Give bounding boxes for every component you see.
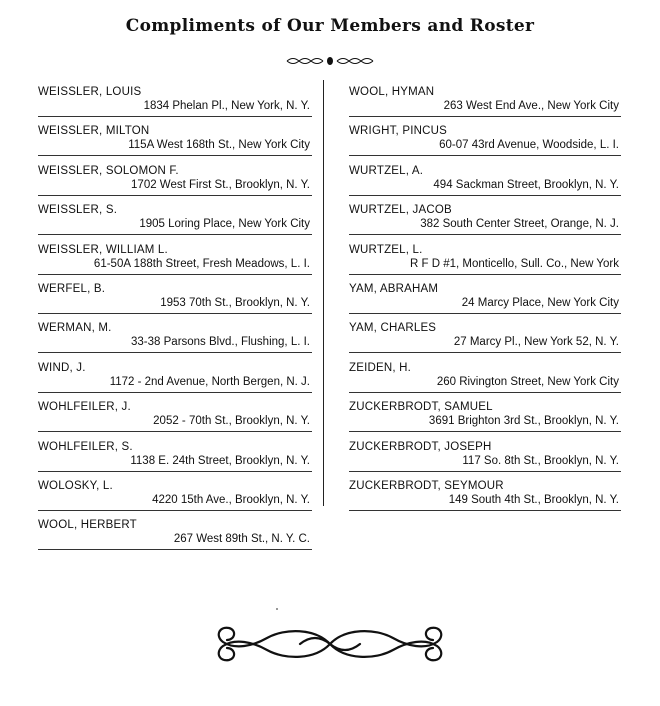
roster-entry [38,441,312,480]
member-address: 3691 Brighton 3rd St., Brooklyn, N. Y. [428,415,619,428]
member-name: ZUCKERBRODT, SAMUEL [349,401,493,414]
member-address: 1138 E. 24th Street, Brooklyn, N. Y. [130,454,310,467]
member-name: WIND, J. [38,361,86,374]
roster-entry [38,165,312,204]
roster-entry [38,519,312,558]
member-address: R F D #1, Monticello, Sull. Co., New York [410,257,619,270]
entry-rule [349,471,621,472]
entry-rule [38,431,312,432]
roster-entry [349,441,621,480]
entry-rule [349,510,621,511]
member-address: 494 Sackman Street, Brooklyn, N. Y. [433,178,619,191]
entry-rule [349,431,621,432]
member-name: WOOL, HYMAN [349,86,435,98]
member-address: 263 West End Ave., New York City [443,100,619,112]
member-address: 1905 Loring Place, New York City [139,218,310,231]
roster-entry [349,362,621,401]
member-address: 4220 15th Ave., Brooklyn, N. Y. [152,493,310,506]
bottom-scroll-ornament-icon [205,620,455,668]
entry-rule [349,392,621,393]
member-name: WEISSLER, S. [38,204,118,217]
roster-entry [349,125,621,164]
member-address: 1172 - 2nd Avenue, North Bergen, N. J. [109,375,310,388]
roster-entry [38,283,312,322]
roster-entry [38,362,312,401]
entry-rule [38,549,312,550]
top-ornament-icon [285,54,375,68]
member-address: 1702 West First St., Brooklyn, N. Y. [131,178,310,191]
member-address: 382 South Center Street, Orange, N. J. [420,218,619,231]
roster-entry [349,480,621,519]
roster-entry [349,283,621,322]
speck [276,608,278,610]
roster-entry [38,125,312,164]
member-name: WEISSLER, MILTON [38,125,150,138]
entry-rule [38,392,312,393]
entry-rule [38,195,312,196]
member-address: 1834 Phelan Pl., New York, N. Y. [143,100,310,112]
member-name: WOLOSKY, L. [38,479,113,492]
member-name: WURTZEL, JACOB [349,204,452,217]
member-address: 260 Rivington Street, New York City [436,375,619,388]
member-name: ZEIDEN, H. [349,361,412,374]
member-name: WOHLFEILER, J. [38,401,131,414]
member-address: 2052 - 70th St., Brooklyn, N. Y. [153,415,310,428]
entry-rule [349,313,621,314]
entry-rule [38,116,312,117]
column-divider [323,80,324,506]
entry-rule [349,116,621,117]
entry-rule [349,352,621,353]
entry-rule [38,510,312,511]
member-name: ZUCKERBRODT, SEYMOUR [349,479,504,492]
member-name: YAM, CHARLES [349,322,437,335]
roster-left-column [38,86,312,559]
roster-entry [349,204,621,243]
roster-entry [38,86,312,125]
entry-rule [38,155,312,156]
entry-rule [38,313,312,314]
roster-entry [38,480,312,519]
member-address: 117 So. 8th St., Brooklyn, N. Y. [462,454,619,467]
member-address: 267 West 89th St., N. Y. C. [173,533,310,546]
entry-rule [349,234,621,235]
member-address: 27 Marcy Pl., New York 52, N. Y. [453,336,619,349]
member-address: 24 Marcy Place, New York City [461,296,619,309]
member-address: 61-50A 188th Street, Fresh Meadows, L. I. [93,257,310,270]
member-name: WEISSLER, WILLIAM L. [38,243,168,256]
member-name: WERFEL, B. [38,282,106,295]
entry-rule [349,274,621,275]
roster-entry [349,322,621,361]
roster-entry [38,322,312,361]
member-name: WOHLFEILER, S. [38,440,133,453]
roster-entry [349,401,621,440]
roster-entry [38,204,312,243]
roster-entry [349,165,621,204]
roster-entry [349,244,621,283]
member-name: ZUCKERBRODT, JOSEPH [349,440,492,453]
roster-right-column [349,86,621,519]
member-address: 60-07 43rd Avenue, Woodside, L. I. [439,139,619,152]
page-title: Compliments of Our Members and Roster [125,16,535,36]
member-address: 1953 70th St., Brooklyn, N. Y. [160,296,310,309]
member-name: WERMAN, M. [38,322,112,335]
entry-rule [38,274,312,275]
member-address: 33-38 Parsons Blvd., Flushing, L. I. [131,336,310,349]
roster-entry [38,244,312,283]
entry-rule [38,471,312,472]
member-name: WURTZEL, L. [349,243,423,256]
member-name: WURTZEL, A. [349,164,424,177]
entry-rule [349,195,621,196]
roster-entry [349,86,621,125]
entry-rule [38,352,312,353]
member-name: WEISSLER, SOLOMON F. [38,164,179,177]
entry-rule [349,155,621,156]
member-address: 149 South 4th St., Brooklyn, N. Y. [448,493,619,506]
member-address: 115A West 168th St., New York City [128,139,310,152]
member-name: WRIGHT, PINCUS [349,125,447,138]
member-name: WEISSLER, LOUIS [38,86,142,98]
roster-entry [38,401,312,440]
entry-rule [38,234,312,235]
member-name: WOOL, HERBERT [38,519,137,532]
member-name: YAM, ABRAHAM [349,282,439,295]
